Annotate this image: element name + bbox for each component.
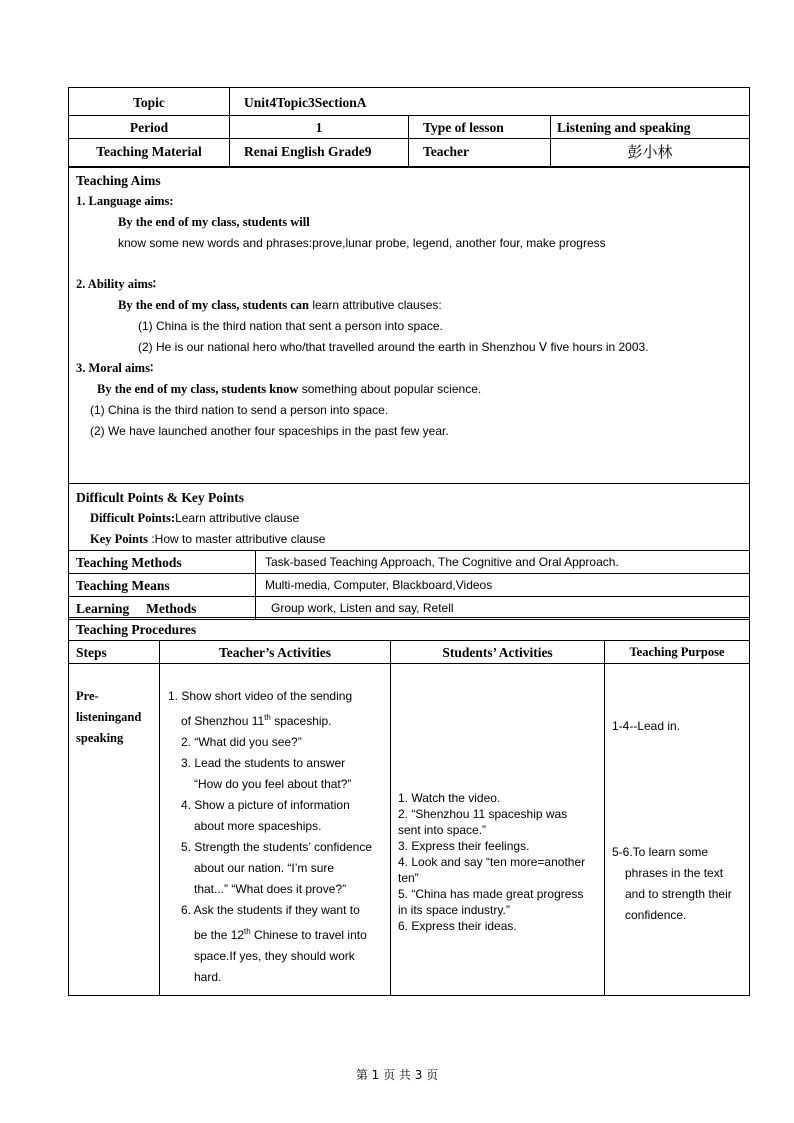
purpose-1: 1-4--Lead in. [612, 719, 681, 733]
teacher-activity-6b-end: Chinese to travel into [250, 928, 367, 942]
moral-aims-item-2: (2) We have launched another four spaceships in the past few year. [90, 424, 449, 438]
teacher-label: Teacher [409, 139, 551, 168]
teacher-activity-6a: 6. Ask the students if they want to [181, 903, 360, 917]
teacher-activity-4b: about more spaceships. [194, 819, 322, 833]
language-aims-text: know some new words and phrases:prove,lunar probe, legend, another four, make progress [118, 236, 606, 250]
ability-aims-title: 2. Ability aims∶ [76, 277, 156, 291]
type-of-lesson-value: Listening and speaking [551, 116, 750, 139]
students-activity-2b: sent into space.” [398, 823, 487, 837]
students-activity-5a: 5. “China has made great progress [398, 887, 584, 901]
learning-methods-label: Learning Methods [69, 597, 256, 620]
students-activities-cell [391, 664, 605, 996]
teaching-material-value: Renai English Grade9 [230, 139, 409, 168]
teacher-activity-6d: hard. [194, 970, 222, 984]
teacher-activity-6c: space.If yes, they should work [194, 949, 355, 963]
step-name-line-2: listeningand [76, 710, 142, 724]
moral-aims-item-1: (1) China is the third nation to send a person into space. [90, 403, 389, 417]
teacher-activity-1b-sup: th [264, 713, 271, 722]
teacher-activity-6b [168, 921, 390, 946]
teacher-activity-1a: 1. Show short video of the sending [168, 689, 353, 703]
teacher-activity-3a: 3. Lead the students to answer [181, 756, 346, 770]
teaching-methods-value: Task-based Teaching Approach, The Cognitive and Oral Approach. [256, 551, 750, 574]
difficult-points-label: Difficult Points: [90, 511, 176, 525]
teacher-activity-1b [168, 707, 390, 732]
page-number-footer: 第 1 页 共 3 页 [355, 1068, 439, 1082]
points-title: Difficult Points & Key Points [76, 490, 244, 505]
teacher-activity-6b-text: be the 12 [194, 928, 245, 942]
teacher-value: 彭小林 [551, 139, 750, 168]
ability-aims-item-1: (1) China is the third nation that sent a person into space. [138, 319, 443, 333]
teaching-means-label: Teaching Means [69, 574, 256, 597]
purpose-2c: and to strength their [625, 887, 732, 901]
students-activity-4b: ten” [398, 871, 419, 885]
language-aims-intro: By the end of my class, students will [118, 215, 310, 229]
teaching-aims-title: Teaching Aims [76, 173, 161, 188]
type-of-lesson-label: Type of lesson [409, 116, 551, 139]
teacher-activity-5c: that...” “What does it prove?” [194, 882, 347, 896]
teacher-activity-4a: 4. Show a picture of information [181, 798, 350, 812]
teacher-activity-1b-text: of Shenzhou 11 [181, 714, 265, 728]
lesson-body-table [68, 166, 750, 620]
step-name-line-3: speaking [76, 731, 124, 745]
period-label: Period [69, 116, 230, 139]
ability-aims-item-2: (2) He is our national hero who/that travelled around the earth in Shenzhou Ⅴ five hours in 2003. [138, 340, 649, 354]
teaching-means-value: Multi-media, Computer, Blackboard,Videos [256, 574, 750, 597]
moral-aims-intro-rest: something about popular science. [298, 382, 482, 396]
key-points-value: :How to master attributive clause [147, 532, 326, 546]
teaching-material-label: Teaching Material [69, 139, 230, 168]
students-activity-5b: in its space industry.” [398, 903, 510, 917]
teaching-methods-label: Teaching Methods [69, 551, 256, 574]
teacher-activity-2: 2. “What did you see?” [181, 735, 302, 749]
col-steps-header: Steps [69, 641, 160, 664]
difficult-points-value: Learn attributive clause [175, 511, 300, 525]
moral-aims-title: 3. Moral aims∶ [76, 361, 154, 375]
col-students-activities-header: Students’ Activities [391, 641, 605, 664]
language-aims-title: 1. Language aims: [76, 194, 174, 208]
key-points-label: Key Points [90, 532, 148, 546]
purpose-2d: confidence. [625, 908, 687, 922]
ability-aims-intro-bold: By the end of my class, students can [118, 298, 309, 312]
learning-methods-value: Group work, Listen and say, Retell [256, 597, 750, 620]
teacher-activity-6b-sup: th [244, 927, 251, 936]
difficult-key-points-section [69, 484, 750, 551]
teaching-procedures-table [68, 617, 750, 996]
students-activity-2a: 2. “Shenzhou 11 spaceship was [398, 807, 568, 821]
period-value: 1 [230, 116, 409, 139]
purpose-2b: phrases in the text [625, 866, 724, 880]
teaching-aims-section [69, 167, 750, 484]
ability-aims-intro [76, 295, 749, 316]
students-activity-6: 6. Express their ideas. [398, 919, 517, 933]
ability-aims-intro-rest: learn attributive clauses: [309, 298, 442, 312]
students-activity-3: 3. Express their feelings. [398, 839, 530, 853]
lesson-header-table [68, 87, 750, 168]
purpose-2a: 5-6.To learn some [612, 845, 709, 859]
teacher-activity-5a: 5. Strength the students’ confidence [181, 840, 373, 854]
difficult-points [76, 508, 749, 529]
step-name-line-1: Pre- [76, 689, 99, 703]
col-teaching-purpose-header: Teaching Purpose [605, 641, 750, 664]
teacher-activity-3b: “How do you feel about that?” [194, 777, 352, 791]
teacher-activity-1b-end: spaceship. [270, 714, 332, 728]
moral-aims-intro [76, 379, 749, 400]
teaching-procedures-title: Teaching Procedures [69, 618, 750, 641]
step-name-cell [69, 664, 160, 996]
teacher-activity-5b: about our nation. “I’m sure [194, 861, 335, 875]
topic-label: Topic [69, 88, 230, 116]
key-points [76, 529, 749, 550]
moral-aims-intro-bold: By the end of my class, students know [97, 382, 299, 396]
teacher-activities-cell [160, 664, 391, 996]
topic-value: Unit4Topic3SectionA [230, 88, 750, 116]
students-activity-4a: 4. Look and say “ten more=another [398, 855, 586, 869]
teaching-purpose-cell [605, 664, 750, 996]
col-teacher-activities-header: Teacher’s Activities [160, 641, 391, 664]
students-activity-1: 1. Watch the video. [398, 791, 501, 805]
